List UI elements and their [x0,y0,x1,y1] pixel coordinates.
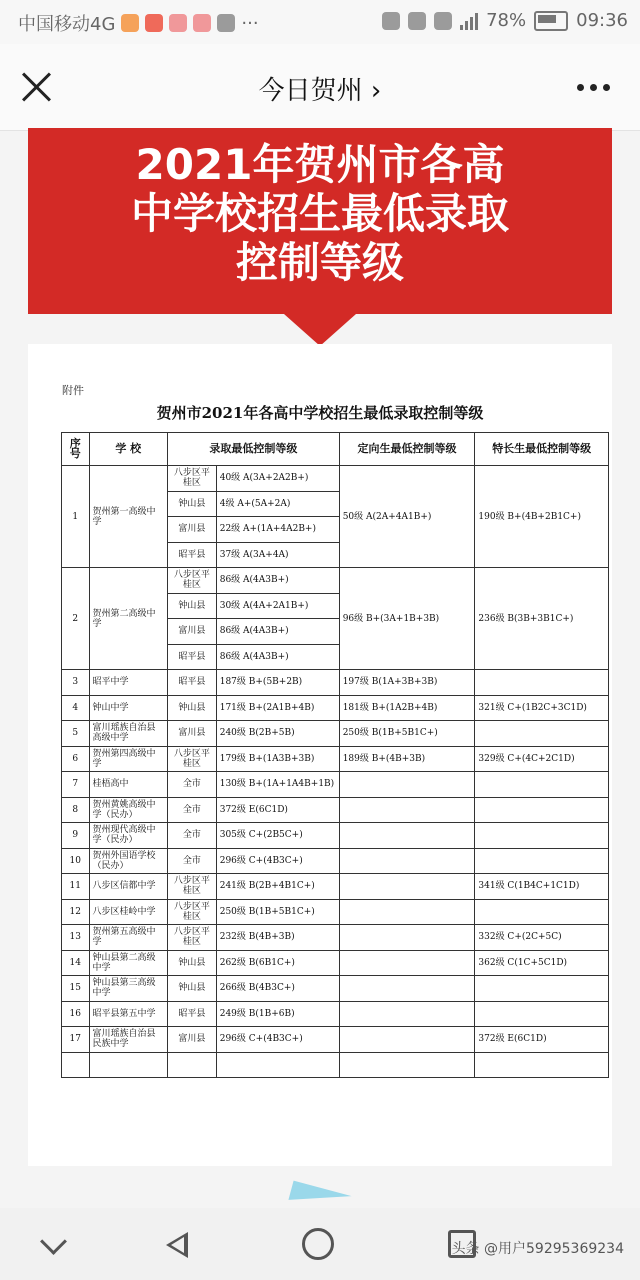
level-cell: 22级 A+(1A+4A2B+) [216,517,339,543]
directed-cell: 197级 B(1A+3B+3B) [339,670,475,696]
level-cell: 86级 A(4A3B+) [216,619,339,645]
special-cell: 341级 C(1B4C+1C1D) [475,874,609,900]
school-name: 贺州黄姚高级中学（民办） [89,797,167,823]
battery-icon [534,11,568,31]
status-bar [0,0,640,44]
directed-cell [339,1027,475,1053]
level-cell [216,1052,339,1078]
school-name: 富川瑶族自治县高级中学 [89,721,167,747]
chevron-down-icon[interactable] [36,1226,72,1262]
table-row [62,823,609,849]
table-row [62,976,609,1002]
more-notifications-icon: ··· [241,12,259,34]
directed-cell [339,1052,475,1078]
level-cell: 249级 B(1B+6B) [216,1001,339,1027]
app-notification-icon [217,14,235,32]
area-cell: 富川县 [167,721,216,747]
area-cell: 昭平县 [167,542,216,568]
area-cell: 全市 [167,848,216,874]
header-cell: 序号 [62,433,90,466]
table-row [62,950,609,976]
level-cell: 179级 B+(1A3B+3B) [216,746,339,772]
row-number: 15 [62,976,90,1002]
table-row [62,848,609,874]
attachment-label: 附件 [62,384,84,397]
level-cell: 296级 C+(4B3C+) [216,1027,339,1053]
header-cell: 特长生最低控制等级 [475,433,609,466]
special-cell [475,797,609,823]
school-name: 昭平中学 [89,670,167,696]
headline-banner [28,128,612,314]
area-cell: 八步区平桂区 [167,568,216,594]
row-number: 1 [62,466,90,568]
directed-cell [339,848,475,874]
nfc-icon [382,12,400,30]
table-row [62,721,609,747]
row-number: 16 [62,1001,90,1027]
special-cell: 321级 C+(1B2C+3C1D) [475,695,609,721]
top-nav-bar [0,44,640,131]
special-cell: 362级 C(1C+5C1D) [475,950,609,976]
row-number: 13 [62,925,90,951]
area-cell: 钟山县 [167,593,216,619]
area-cell: 钟山县 [167,950,216,976]
more-icon[interactable] [577,84,610,91]
special-cell [475,1001,609,1027]
table-row [62,772,609,798]
level-cell: 250级 B(1B+5B1C+) [216,899,339,925]
document-image [28,344,612,1166]
back-icon[interactable] [160,1226,196,1262]
special-cell [475,848,609,874]
area-cell: 八步区平桂区 [167,746,216,772]
table-row [62,874,609,900]
area-cell: 昭平县 [167,644,216,670]
row-number: 11 [62,874,90,900]
admission-table [61,432,609,1078]
document-title: 贺州市2021年各高中学校招生最低录取控制等级 [156,404,484,422]
row-number: 3 [62,670,90,696]
watermark: 头条 @用户59295369234 [451,1241,624,1257]
area-cell: 全市 [167,797,216,823]
header-cell: 定向生最低控制等级 [339,433,475,466]
table-row [62,1052,609,1078]
level-cell: 37级 A(3A+4A) [216,542,339,568]
special-cell: 236级 B(3B+3B1C+) [475,568,609,670]
app-notification-icon [121,14,139,32]
school-name: 八步区信都中学 [89,874,167,900]
level-cell: 296级 C+(4B3C+) [216,848,339,874]
directed-cell: 189级 B+(4B+3B) [339,746,475,772]
table-row [62,797,609,823]
level-cell: 232级 B(4B+3B) [216,925,339,951]
directed-cell [339,823,475,849]
special-cell: 329级 C+(4C+2C1D) [475,746,609,772]
school-name: 昭平县第五中学 [89,1001,167,1027]
area-cell: 八步区平桂区 [167,925,216,951]
directed-cell: 96级 B+(3A+1B+3B) [339,568,475,670]
table-row [62,1001,609,1027]
level-cell: 40级 A(3A+2A2B+) [216,466,339,492]
directed-cell [339,772,475,798]
table-row [62,746,609,772]
row-number: 17 [62,1027,90,1053]
row-number: 12 [62,899,90,925]
area-cell: 富川县 [167,619,216,645]
app-notification-icon [145,14,163,32]
row-number: 9 [62,823,90,849]
level-cell: 262级 B(6B1C+) [216,950,339,976]
area-cell: 全市 [167,823,216,849]
directed-cell [339,899,475,925]
school-name: 贺州第四高级中学 [89,746,167,772]
area-cell: 昭平县 [167,1001,216,1027]
table-row [62,695,609,721]
area-cell: 富川县 [167,517,216,543]
level-cell: 86级 A(4A3B+) [216,644,339,670]
directed-cell [339,874,475,900]
level-cell: 130级 B+(1A+1A4B+1B) [216,772,339,798]
school-name: 贺州现代高级中学（民办） [89,823,167,849]
area-cell: 钟山县 [167,976,216,1002]
school-name: 八步区桂岭中学 [89,899,167,925]
area-cell: 八步区平桂区 [167,899,216,925]
directed-cell [339,976,475,1002]
special-cell [475,772,609,798]
school-name: 钟山县第二高级中学 [89,950,167,976]
carrier-label: 中国移动4G [18,14,116,35]
level-cell: 372级 E(6C1D) [216,797,339,823]
school-name: 钟山县第三高级中学 [89,976,167,1002]
directed-cell [339,1001,475,1027]
battery-percent: 78% [486,10,527,31]
header-cell: 学 校 [89,433,167,466]
level-cell: 241级 B(2B+4B1C+) [216,874,339,900]
area-cell: 八步区平桂区 [167,874,216,900]
special-cell: 332级 C+(2C+5C) [475,925,609,951]
school-name: 富川瑶族自治县民族中学 [89,1027,167,1053]
special-cell: 372级 E(6C1D) [475,1027,609,1053]
level-cell: 305级 C+(2B5C+) [216,823,339,849]
banner-text: 2021年贺州市各高 中学校招生最低录取 控制等级 [130,140,509,287]
directed-cell [339,797,475,823]
row-number: 5 [62,721,90,747]
home-icon[interactable] [302,1228,334,1260]
area-cell [167,1052,216,1078]
school-name [89,1052,167,1078]
row-number: 8 [62,797,90,823]
special-cell [475,1052,609,1078]
table-row [62,925,609,951]
area-cell: 八步区平桂区 [167,466,216,492]
school-name: 贺州第一高级中学 [89,466,167,568]
row-number [62,1052,90,1078]
row-number: 2 [62,568,90,670]
area-cell: 富川县 [167,1027,216,1053]
table-row [62,568,609,594]
directed-cell: 181级 B+(1A2B+4B) [339,695,475,721]
banner-pointer [284,314,356,346]
account-title[interactable]: 今日贺州 › [258,76,382,106]
area-cell: 昭平县 [167,670,216,696]
table-row [62,899,609,925]
school-name: 桂梧高中 [89,772,167,798]
app-notification-icon [193,14,211,32]
row-number: 4 [62,695,90,721]
school-name: 钟山中学 [89,695,167,721]
school-name: 贺州第五高级中学 [89,925,167,951]
special-cell [475,721,609,747]
directed-cell: 50级 A(2A+4A1B+) [339,466,475,568]
row-number: 14 [62,950,90,976]
table-header-row [62,433,609,466]
table-row [62,466,609,492]
app-notification-icon [169,14,187,32]
row-number: 7 [62,772,90,798]
level-cell: 171级 B+(2A1B+4B) [216,695,339,721]
header-cell: 录取最低控制等级 [167,433,339,466]
area-cell: 全市 [167,772,216,798]
level-cell: 240级 B(2B+5B) [216,721,339,747]
special-cell: 190级 B+(4B+2B1C+) [475,466,609,568]
wifi-icon [434,12,452,30]
special-cell [475,899,609,925]
level-cell: 30级 A(4A+2A1B+) [216,593,339,619]
school-name: 贺州外国语学校（民办） [89,848,167,874]
signal-icon [460,12,478,30]
row-number: 10 [62,848,90,874]
table-row [62,670,609,696]
directed-cell: 250级 B(1B+5B1C+) [339,721,475,747]
directed-cell [339,925,475,951]
area-cell: 钟山县 [167,695,216,721]
special-cell [475,976,609,1002]
vibrate-icon [408,12,426,30]
special-cell [475,670,609,696]
clock: 09:36 [576,10,628,31]
directed-cell [339,950,475,976]
area-cell: 钟山县 [167,491,216,517]
table-row [62,1027,609,1053]
school-name: 贺州第二高级中学 [89,568,167,670]
level-cell: 86级 A(4A3B+) [216,568,339,594]
row-number: 6 [62,746,90,772]
special-cell [475,823,609,849]
level-cell: 266级 B(4B3C+) [216,976,339,1002]
level-cell: 4级 A+(5A+2A) [216,491,339,517]
level-cell: 187级 B+(5B+2B) [216,670,339,696]
